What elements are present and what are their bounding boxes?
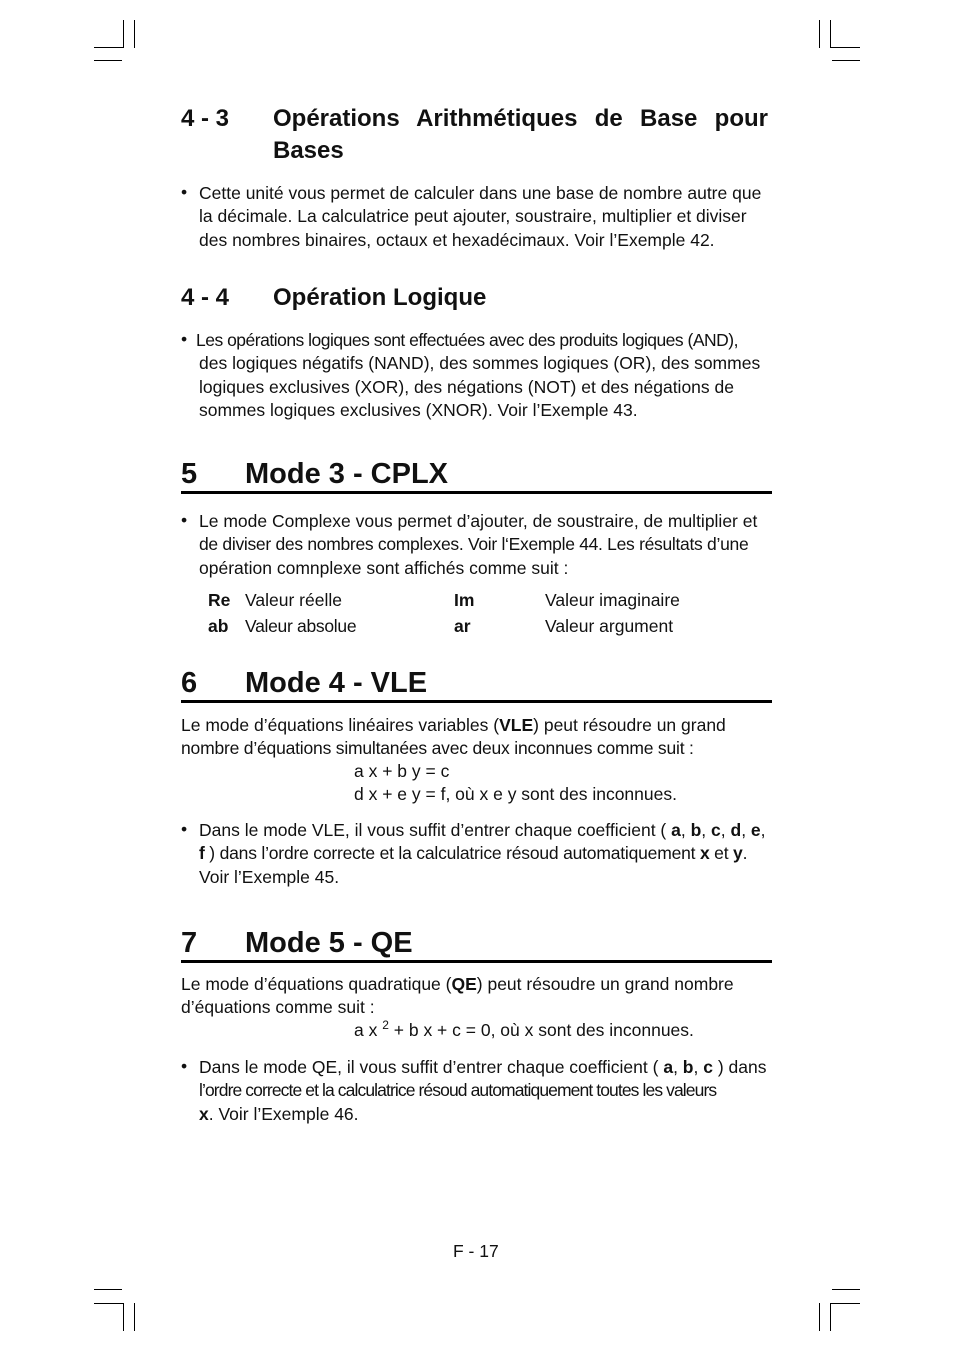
section-7-number: 7 bbox=[181, 927, 198, 959]
mode-name: QE bbox=[451, 974, 477, 994]
coefficient: a bbox=[671, 820, 681, 840]
crop-mark bbox=[832, 1289, 860, 1290]
text-run: , bbox=[741, 820, 751, 840]
exponent: 2 bbox=[382, 1018, 389, 1032]
equation bbox=[354, 1019, 694, 1042]
text-line: l’ordre correcte et la calculatrice résoud automatiquement toutes les valeurs bbox=[199, 1080, 717, 1101]
text-line: de diviser des nombres complexes. Voir l‘Exemple 44. Les résultats d’une bbox=[199, 534, 749, 555]
crop-mark bbox=[830, 47, 860, 48]
text-run: + b x + c = 0, où x sont des inconnues. bbox=[388, 1020, 694, 1040]
crop-mark bbox=[819, 1303, 820, 1331]
text-run: . Voir l’Exemple 46. bbox=[208, 1103, 359, 1124]
section-5-number: 5 bbox=[181, 458, 198, 490]
section-5-title: Mode 3 - CPLX bbox=[245, 458, 449, 490]
text-line: nombre d’équations simultanées avec deux inconnues comme suit : bbox=[181, 738, 694, 759]
crop-mark bbox=[134, 1303, 135, 1331]
crop-mark bbox=[832, 60, 860, 61]
bullet-marker: • bbox=[181, 182, 188, 202]
coefficient: b bbox=[682, 1057, 694, 1077]
text-run: , bbox=[693, 1057, 704, 1077]
text-run: Dans le mode VLE, il vous suffit d’entrer chaque coefficient ( bbox=[199, 820, 672, 840]
table-key: ab bbox=[208, 616, 229, 636]
equation: a x + b y = c bbox=[354, 761, 450, 781]
text-line: Les opérations logiques sont effectuées avec des produits logiques (AND), bbox=[196, 330, 738, 350]
table-value: Valeur absolue bbox=[245, 616, 357, 636]
text-line: opération comnplexe sont affichés comme suit : bbox=[199, 557, 569, 578]
section-7-rule bbox=[181, 960, 772, 963]
section-6-rule bbox=[181, 700, 772, 703]
text-run: ) peut résoudre un grand bbox=[533, 715, 726, 735]
text-run: ) peut résoudre un grand nombre bbox=[476, 974, 734, 994]
text-run: , bbox=[680, 820, 691, 840]
section-7-title: Mode 5 - QE bbox=[245, 927, 413, 959]
section-4-4-paragraph bbox=[196, 329, 774, 422]
coefficient: f bbox=[199, 843, 205, 864]
text-run: Le mode d’équations linéaires variables ( bbox=[181, 715, 500, 735]
crop-mark bbox=[94, 47, 124, 48]
text-line: logiques exclusives (XOR), des négations (NOT) et des négations de bbox=[199, 376, 734, 397]
section-6-paragraph bbox=[199, 819, 777, 889]
variable: x bbox=[199, 1103, 209, 1124]
section-4-3-title-line2: Bases bbox=[273, 137, 344, 164]
display-table bbox=[208, 589, 768, 639]
section-4-3-title-line1: Opérations Arithmétiques de Base pour bbox=[273, 105, 768, 132]
crop-mark bbox=[94, 60, 122, 61]
table-key: Im bbox=[454, 590, 475, 610]
section-7-intro bbox=[181, 973, 776, 1020]
mode-name: VLE bbox=[499, 715, 534, 735]
text-line: sommes logiques exclusives (XNOR). Voir l’Exemple 43. bbox=[199, 399, 638, 420]
text-line: la décimale. La calculatrice peut ajouter, soustraire, multiplier et diviser bbox=[199, 206, 747, 227]
crop-mark bbox=[94, 1289, 122, 1290]
text-line: d’équations comme suit : bbox=[181, 997, 375, 1018]
crop-mark bbox=[94, 1303, 124, 1304]
coefficient: e bbox=[750, 820, 761, 840]
coefficient: a bbox=[663, 1057, 674, 1077]
text-run: . bbox=[742, 843, 748, 864]
variable: x bbox=[699, 843, 710, 864]
variable: y bbox=[733, 843, 743, 864]
coefficient: b bbox=[690, 820, 702, 840]
crop-mark bbox=[123, 20, 124, 48]
bullet-marker: • bbox=[181, 819, 188, 839]
text-line: Voir l’Exemple 45. bbox=[199, 866, 340, 887]
text-line bbox=[199, 842, 777, 865]
section-6-title: Mode 4 - VLE bbox=[245, 667, 428, 699]
bullet-marker: • bbox=[181, 1056, 188, 1076]
crop-mark bbox=[830, 1303, 831, 1331]
section-5-paragraph bbox=[199, 510, 774, 580]
text-line bbox=[181, 973, 776, 996]
section-6-number: 6 bbox=[181, 667, 198, 699]
section-4-3-number: 4 - 3 bbox=[181, 105, 230, 132]
bullet-marker: • bbox=[181, 510, 188, 530]
text-run: et bbox=[709, 843, 734, 864]
text-run: Dans le mode QE, il vous suffit d’entrer chaque coefficient ( bbox=[199, 1057, 664, 1077]
crop-mark bbox=[830, 20, 831, 48]
table-value: Valeur réelle bbox=[245, 590, 342, 610]
section-7-paragraph bbox=[199, 1056, 777, 1126]
section-6-intro bbox=[181, 714, 776, 761]
section-4-3-paragraph bbox=[199, 182, 774, 252]
text-line: des logiques négatifs (NAND), des sommes logiques (OR), des sommes bbox=[199, 353, 761, 374]
text-run: , bbox=[673, 1057, 683, 1077]
text-line: Le mode Complexe vous permet d’ajouter, de soustraire, de multiplier et bbox=[199, 511, 758, 531]
text-line bbox=[199, 1056, 777, 1079]
section-4-4-title: Opération Logique bbox=[273, 284, 487, 311]
crop-mark bbox=[123, 1303, 124, 1331]
text-run: a x bbox=[354, 1020, 383, 1040]
text-run: , bbox=[760, 820, 766, 840]
table-value: Valeur imaginaire bbox=[545, 590, 680, 610]
text-line: des nombres binaires, octaux et hexadécimaux. Voir l’Exemple 42. bbox=[199, 229, 715, 250]
text-run: ) dans bbox=[712, 1057, 767, 1077]
text-run: ) dans l’ordre correcte et la calculatrice résoud automatiquement bbox=[204, 843, 700, 864]
crop-mark bbox=[134, 20, 135, 48]
equation: d x + e y = f, où x e y sont des inconnues. bbox=[354, 784, 677, 804]
text-run: , bbox=[720, 820, 731, 840]
text-line: Cette unité vous permet de calculer dans une base de nombre autre que bbox=[199, 183, 762, 203]
coefficient: c bbox=[711, 820, 721, 840]
coefficient: c bbox=[703, 1057, 713, 1077]
table-key: ar bbox=[454, 616, 471, 636]
text-run: Le mode d’équations quadratique ( bbox=[181, 974, 452, 994]
table-key: Re bbox=[208, 590, 231, 610]
coefficient: d bbox=[730, 820, 742, 840]
text-line bbox=[181, 714, 776, 737]
crop-mark bbox=[819, 20, 820, 48]
text-line bbox=[199, 1103, 777, 1126]
section-5-rule bbox=[181, 491, 772, 494]
crop-mark bbox=[830, 1303, 860, 1304]
text-line bbox=[199, 819, 777, 842]
text-run: , bbox=[701, 820, 712, 840]
section-4-4-number: 4 - 4 bbox=[181, 284, 230, 311]
bullet-marker: • bbox=[181, 329, 188, 349]
page-number: F - 17 bbox=[453, 1241, 499, 1261]
table-value: Valeur argument bbox=[545, 616, 674, 636]
